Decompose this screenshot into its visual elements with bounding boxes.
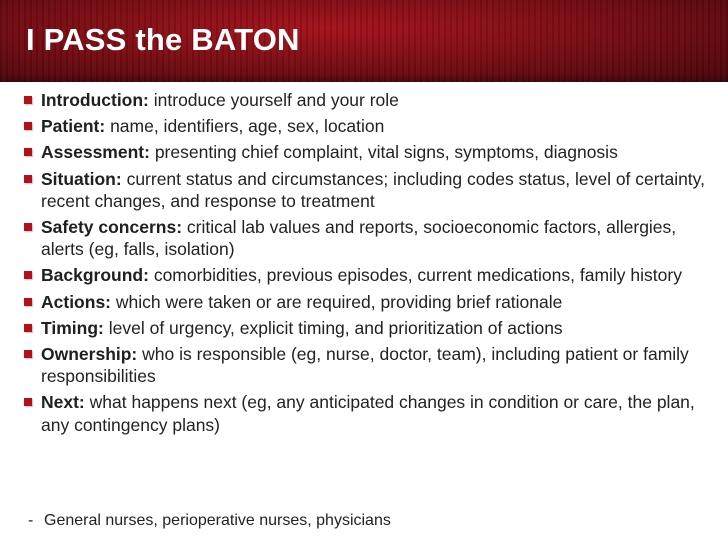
- bullet-term: Patient:: [41, 116, 106, 137]
- bullet-item-actions: [24, 291, 718, 313]
- bullet-term: Next:: [41, 392, 85, 413]
- square-bullet-icon: [24, 148, 32, 156]
- sub-bullet-text: General nurses, perioperative nurses, physicians: [44, 512, 391, 529]
- sub-bullet-marker: -: [28, 512, 34, 529]
- sub-bullet-item: [28, 511, 391, 531]
- bullet-term: Introduction:: [41, 90, 149, 110]
- square-bullet-icon: [24, 324, 32, 332]
- bullet-term: Actions:: [41, 291, 111, 312]
- square-bullet-icon: [24, 122, 32, 130]
- bullet-text: name, identifiers, age, sex, location: [110, 116, 385, 137]
- bullet-item-background: [24, 264, 718, 286]
- title-bar: [0, 0, 728, 82]
- bullet-text: level of urgency, explicit timing, and prioritization of actions: [108, 317, 563, 338]
- bullet-term: Safety concerns:: [41, 217, 183, 238]
- square-bullet-icon: [24, 271, 32, 279]
- square-bullet-icon: [24, 96, 32, 104]
- bullet-item-patient: [24, 115, 718, 137]
- bullet-list: [24, 89, 718, 440]
- bullet-text: introduce yourself and your role: [153, 90, 399, 110]
- bullet-text: critical lab values and reports, socioeconomic factors, allergies, alerts (eg, falls, isolation): [41, 217, 677, 260]
- bullet-text: presenting chief complaint, vital signs, symptoms, diagnosis: [154, 142, 618, 163]
- square-bullet-icon: [24, 223, 32, 231]
- bullet-item-situation: [24, 168, 718, 212]
- bullet-item-ownership: [24, 343, 718, 387]
- bullet-item-assessment: [24, 141, 718, 163]
- bullet-term: Ownership:: [41, 344, 138, 365]
- slide-title: I PASS the BATON: [26, 22, 300, 57]
- bullet-item-safety-concerns: [24, 216, 718, 260]
- bullet-term: Timing:: [41, 317, 104, 338]
- bullet-text: current status and circumstances; including codes status, level of certainty, recent changes, and response to treatment: [41, 168, 705, 211]
- square-bullet-icon: [24, 175, 32, 183]
- square-bullet-icon: [24, 350, 32, 358]
- bullet-term: Assessment:: [41, 142, 150, 163]
- bullet-term: Background:: [41, 265, 149, 286]
- bullet-term: Situation:: [41, 168, 122, 189]
- bullet-text: which were taken or are required, providing brief rationale: [115, 291, 563, 312]
- bullet-item-timing: [24, 317, 718, 339]
- square-bullet-icon: [24, 398, 32, 406]
- bullet-item-next: [24, 391, 718, 435]
- bullet-text: what happens next (eg, any anticipated changes in condition or care, the plan, any contingency plans): [41, 392, 695, 435]
- bullet-item-introduction: [24, 89, 718, 111]
- bullet-text: comorbidities, previous episodes, current medications, family history: [153, 265, 682, 286]
- bullet-text: who is responsible (eg, nurse, doctor, team), including patient or family responsibilities: [41, 344, 689, 387]
- square-bullet-icon: [24, 298, 32, 306]
